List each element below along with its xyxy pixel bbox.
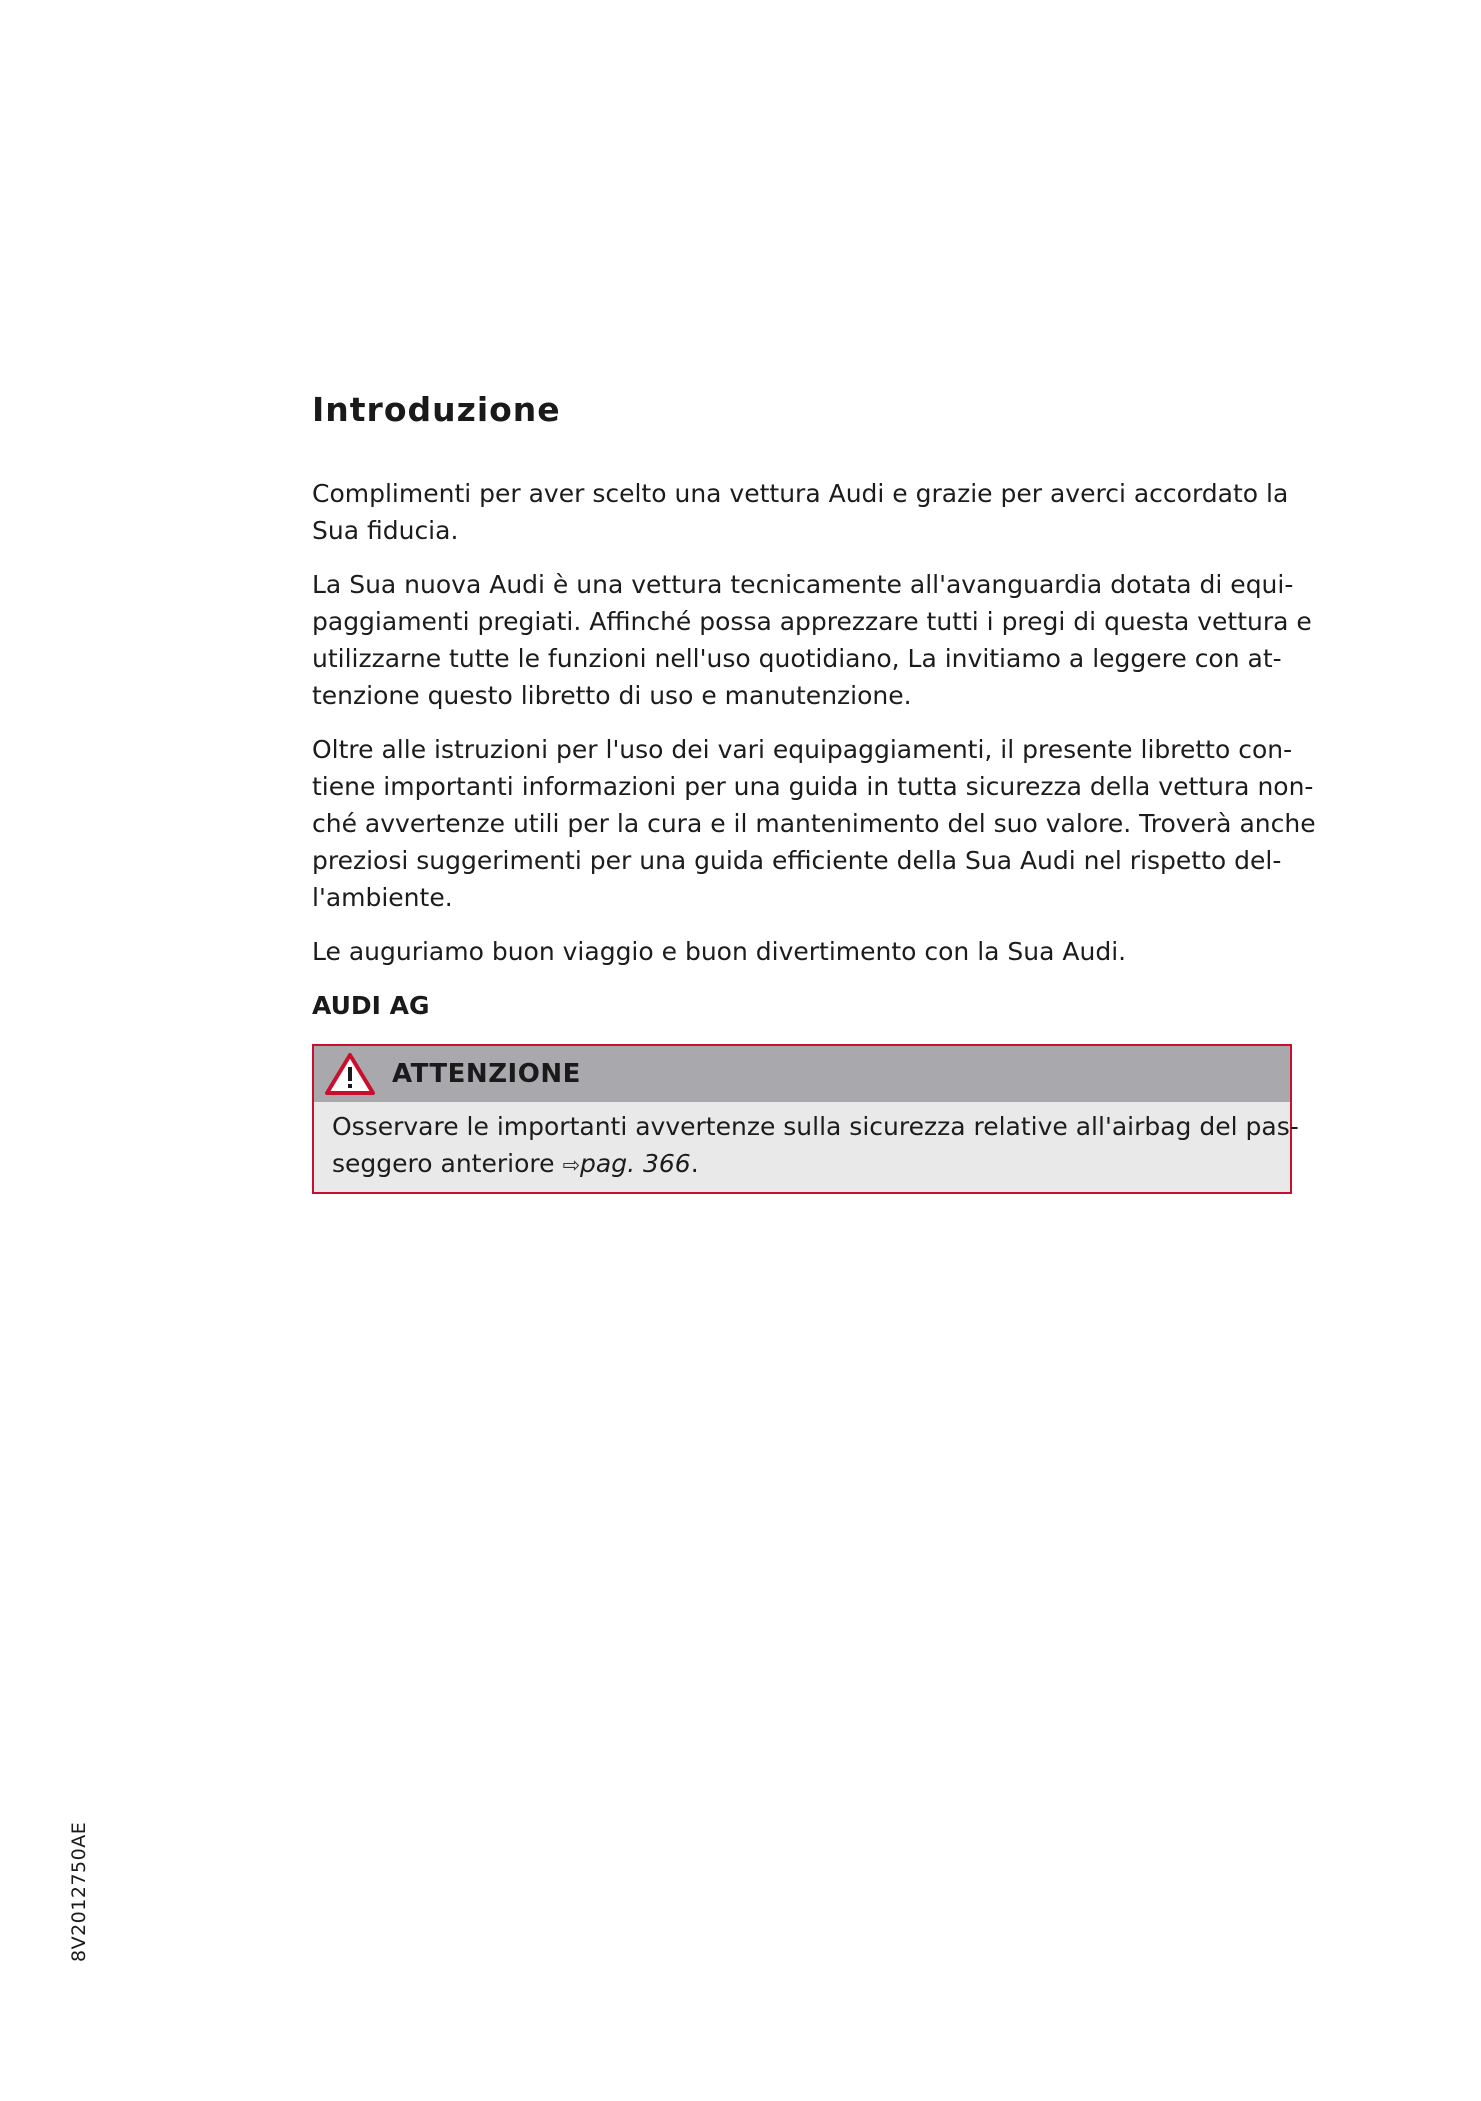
paragraph-line: paggiamenti pregiati. Affinché possa apprezzare tutti i pregi di questa vettura e [312,606,1312,636]
paragraph-line: Complimenti per aver scelto una vettura Audi e grazie per averci accordato la [312,478,1289,508]
page-reference-link[interactable]: pag. 366 [580,1148,691,1178]
warning-header [314,1046,1290,1102]
page-title: Introduzione [312,390,561,429]
document-code: 8V2012750AE [68,1821,90,1962]
paragraph-instructions [312,731,1316,916]
warning-line [332,1145,1272,1184]
paragraph-intro [312,475,1292,549]
paragraph-line: l'ambiente. [312,882,453,912]
warning-box [312,1044,1299,1194]
arrow-right-icon: ⇨ [562,1152,581,1177]
page-content [312,390,1316,1194]
warning-line: Osservare le importanti avvertenze sulla sicurezza relative all'airbag del pas- [332,1111,1299,1141]
paragraph-line: Le auguriamo buon viaggio e buon divertimento con la Sua Audi. [312,936,1127,966]
paragraph-line: La Sua nuova Audi è una vettura tecnicamente all'avanguardia dotata di equi- [312,569,1294,599]
signature: AUDI AG [312,990,430,1020]
paragraph-line: Sua fiducia. [312,515,459,545]
warning-title: ATTENZIONE [392,1058,581,1089]
paragraph-closing [312,933,1292,970]
paragraph-line: Oltre alle istruzioni per l'uso dei vari equipaggiamenti, il presente libretto con- [312,734,1293,764]
paragraph-vehicle [312,566,1312,714]
warning-body [314,1102,1299,1192]
paragraph-line: preziosi suggerimenti per una guida efficiente della Sua Audi nel rispetto del- [312,845,1282,875]
warning-line-end: . [690,1148,699,1178]
paragraph-line: tiene importanti informazioni per una guida in tutta sicurezza della vettura non- [312,771,1314,801]
warning-triangle-icon [324,1052,376,1096]
paragraph-line: utilizzarne tutte le funzioni nell'uso quotidiano, La invitiamo a leggere con at- [312,643,1282,673]
paragraph-line: tenzione questo libretto di uso e manutenzione. [312,680,912,710]
warning-line-text: seggero anteriore [332,1148,555,1178]
paragraph-line: ché avvertenze utili per la cura e il mantenimento del suo valore. Troverà anche [312,808,1316,838]
